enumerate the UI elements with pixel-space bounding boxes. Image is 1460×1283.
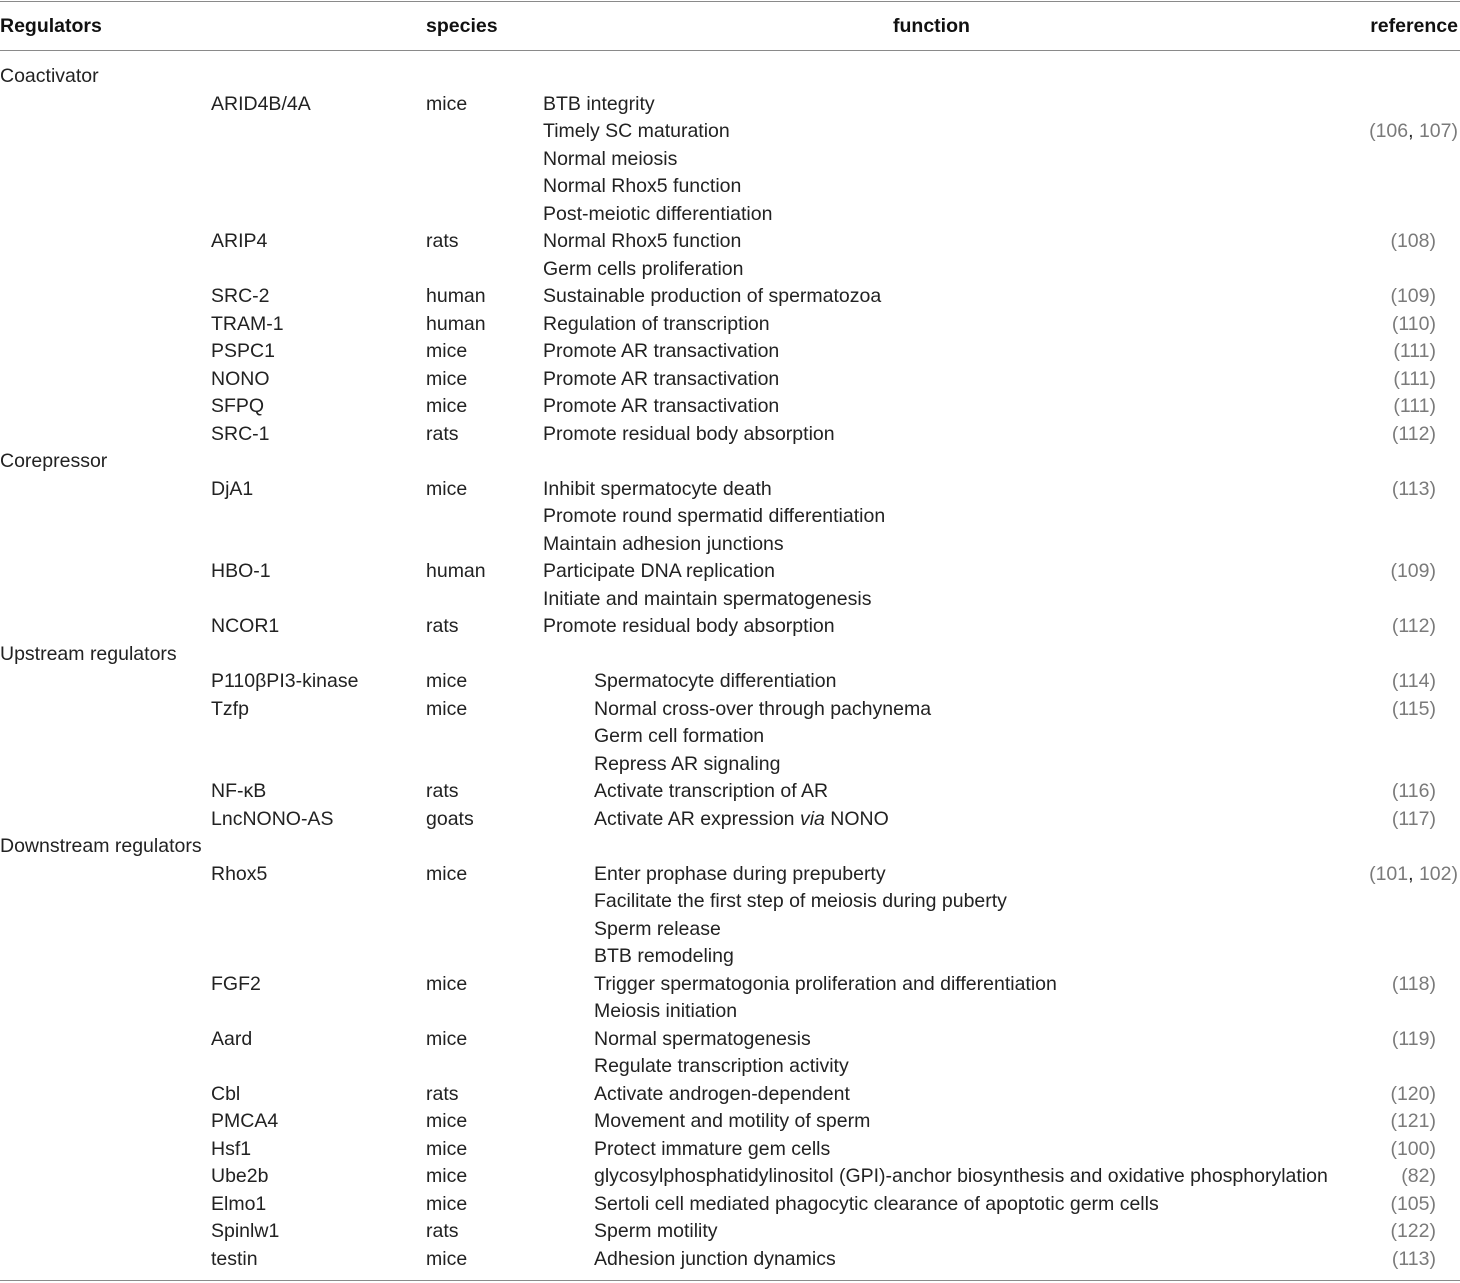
reference-number: 109 bbox=[1396, 560, 1430, 582]
function-item: Inhibit spermatocyte death bbox=[543, 477, 772, 500]
function-item: Promote AR transactivation bbox=[543, 340, 780, 362]
group-label: Coactivator bbox=[0, 65, 99, 87]
regulator-name: NONO bbox=[211, 367, 270, 390]
reference-number: 112 bbox=[1398, 422, 1430, 445]
reference-number: 119 bbox=[1398, 1027, 1430, 1050]
header-species: species bbox=[426, 15, 498, 37]
function-item: Sertoli cell mediated phagocytic clearance of apoptotic germ cells bbox=[594, 1192, 1159, 1215]
reference-number: 82 bbox=[1407, 1165, 1430, 1187]
reference-value: (111) bbox=[1393, 340, 1436, 362]
regulator-name: NF-κB bbox=[211, 780, 267, 802]
regulator-name: NCOR1 bbox=[211, 615, 280, 637]
reference-value: (119) bbox=[1391, 1027, 1436, 1050]
function-item: glycosylphosphatidylinositol (GPI)-anchor biosynthesis and oxidative phosphorylation bbox=[594, 1165, 1328, 1187]
species-value: mice bbox=[426, 1027, 468, 1050]
reference-number: 110 bbox=[1398, 312, 1430, 335]
regulator-name: Tzfp bbox=[211, 697, 249, 720]
reference-number: 117 bbox=[1398, 807, 1430, 830]
reference-value: (108) bbox=[1390, 230, 1436, 252]
group-label: Downstream regulators bbox=[0, 835, 202, 857]
reference-value: (112) bbox=[1391, 615, 1436, 637]
function-item: Activate transcription of AR bbox=[594, 780, 829, 802]
species-value: mice bbox=[426, 697, 468, 720]
species-value: goats bbox=[426, 807, 474, 830]
header-regulators: Regulators bbox=[0, 15, 102, 37]
species-value: mice bbox=[426, 395, 468, 417]
reference-number: 115 bbox=[1398, 697, 1430, 720]
reference-number: 109 bbox=[1396, 285, 1430, 307]
reference-number: 111 bbox=[1399, 395, 1430, 417]
function-item: Participate DNA replication bbox=[543, 560, 775, 582]
reference-value: (116) bbox=[1391, 780, 1436, 802]
reference-value: (113) bbox=[1391, 477, 1436, 500]
function-item: Activate AR expression via NONO bbox=[594, 807, 889, 830]
regulator-name: FGF2 bbox=[211, 972, 261, 995]
regulator-name: Spinlw1 bbox=[211, 1220, 280, 1242]
reference-number: 122 bbox=[1396, 1220, 1430, 1242]
reference-number: 100 bbox=[1396, 1137, 1430, 1160]
regulator-name: Elmo1 bbox=[211, 1192, 267, 1215]
reference-value: (109) bbox=[1390, 560, 1436, 582]
regulator-name: HBO-1 bbox=[211, 560, 271, 582]
species-value: mice bbox=[426, 670, 468, 692]
reference-number: 108 bbox=[1396, 230, 1430, 252]
reference-number: 101 bbox=[1375, 862, 1409, 885]
species-value: rats bbox=[426, 1220, 459, 1242]
function-item: Sperm motility bbox=[594, 1220, 718, 1242]
reference-value: (106, 107) bbox=[1369, 120, 1458, 142]
species-value: mice bbox=[426, 862, 468, 885]
function-item: Regulate transcription activity bbox=[594, 1055, 849, 1077]
regulator-name: SRC-2 bbox=[211, 285, 270, 307]
reference-value: (120) bbox=[1390, 1082, 1436, 1105]
reference-number: 116 bbox=[1398, 780, 1430, 802]
reference-value: (112) bbox=[1391, 422, 1436, 445]
reference-number: 121 bbox=[1396, 1110, 1430, 1132]
group-label: Corepressor bbox=[0, 450, 108, 472]
regulator-name: P110βPI3-kinase bbox=[211, 670, 359, 692]
function-item: Germ cell formation bbox=[594, 725, 765, 747]
regulator-name: LncNONO-AS bbox=[211, 807, 334, 830]
reference-number: 113 bbox=[1398, 1247, 1430, 1270]
reference-value: (122) bbox=[1390, 1220, 1436, 1242]
function-item: Promote residual body absorption bbox=[543, 422, 835, 445]
reference-number: 113 bbox=[1398, 477, 1430, 500]
regulator-name: TRAM-1 bbox=[211, 312, 284, 335]
reference-value: (117) bbox=[1391, 807, 1436, 830]
function-item: Enter prophase during prepuberty bbox=[594, 862, 886, 885]
reference-value: (113) bbox=[1391, 1247, 1436, 1270]
function-item: Regulation of transcription bbox=[543, 312, 770, 335]
function-item: Repress AR signaling bbox=[594, 752, 781, 775]
regulator-name: Cbl bbox=[211, 1082, 241, 1105]
reference-number: 111 bbox=[1399, 340, 1430, 362]
species-value: mice bbox=[426, 1247, 468, 1270]
species-value: rats bbox=[426, 1082, 459, 1105]
reference-value: (111) bbox=[1393, 367, 1436, 390]
species-value: mice bbox=[426, 972, 468, 995]
species-value: mice bbox=[426, 477, 468, 500]
function-item: Sperm release bbox=[594, 917, 721, 940]
function-item: Activate androgen-dependent bbox=[594, 1082, 850, 1105]
species-value: mice bbox=[426, 367, 468, 390]
reference-number: 114 bbox=[1398, 670, 1430, 692]
reference-value: (101, 102) bbox=[1369, 862, 1458, 885]
regulator-name: DjA1 bbox=[211, 477, 254, 500]
function-item: Facilitate the first step of meiosis during puberty bbox=[594, 890, 1007, 912]
reference-number: 107 bbox=[1418, 120, 1452, 142]
header-reference: reference bbox=[1370, 15, 1458, 37]
species-value: mice bbox=[426, 1110, 468, 1132]
reference-value: (115) bbox=[1391, 697, 1436, 720]
reference-number: 102 bbox=[1418, 862, 1452, 885]
regulator-name: PMCA4 bbox=[211, 1110, 279, 1132]
regulator-name: Ube2b bbox=[211, 1165, 269, 1187]
reference-value: (100) bbox=[1390, 1137, 1436, 1160]
function-item: BTB remodeling bbox=[594, 945, 734, 967]
species-value: human bbox=[426, 312, 486, 335]
function-item: Trigger spermatogonia proliferation and differentiation bbox=[594, 972, 1057, 995]
regulator-name: ARID4B/4A bbox=[211, 92, 311, 115]
reference-value: (111) bbox=[1393, 395, 1436, 417]
species-value: rats bbox=[426, 422, 459, 445]
reference-value: (109) bbox=[1390, 285, 1436, 307]
function-item: Protect immature gem cells bbox=[594, 1137, 831, 1160]
species-value: mice bbox=[426, 1137, 468, 1160]
regulator-name: Rhox5 bbox=[211, 862, 268, 885]
reference-value: (118) bbox=[1391, 972, 1436, 995]
reference-value: (114) bbox=[1391, 670, 1436, 692]
function-item: Promote round spermatid differentiation bbox=[543, 505, 886, 527]
regulator-name: PSPC1 bbox=[211, 340, 275, 362]
species-value: mice bbox=[426, 92, 468, 115]
function-item: Timely SC maturation bbox=[543, 120, 730, 142]
function-item: BTB integrity bbox=[543, 92, 655, 115]
bottom-rule bbox=[0, 1280, 1460, 1281]
species-value: mice bbox=[426, 1192, 468, 1215]
reference-value: (110) bbox=[1391, 312, 1436, 335]
function-item: Promote AR transactivation bbox=[543, 395, 780, 417]
function-item: Normal cross-over through pachynema bbox=[594, 697, 932, 720]
function-item: Meiosis initiation bbox=[594, 1000, 738, 1022]
reference-number: 106 bbox=[1375, 120, 1409, 142]
species-value: rats bbox=[426, 615, 459, 637]
reference-value: (121) bbox=[1390, 1110, 1436, 1132]
species-value: rats bbox=[426, 230, 459, 252]
function-item: Sustainable production of spermatozoa bbox=[543, 285, 882, 307]
function-item: Normal meiosis bbox=[543, 147, 678, 170]
reference-value: (105) bbox=[1390, 1192, 1436, 1215]
reference-number: 112 bbox=[1398, 615, 1430, 637]
function-item: Spermatocyte differentiation bbox=[594, 670, 837, 692]
function-item: Promote AR transactivation bbox=[543, 367, 780, 390]
header-function: function bbox=[893, 15, 970, 37]
function-item: Normal Rhox5 function bbox=[543, 230, 742, 252]
function-item: Adhesion junction dynamics bbox=[594, 1247, 836, 1270]
species-value: human bbox=[426, 560, 486, 582]
group-label: Upstream regulators bbox=[0, 642, 177, 665]
species-value: mice bbox=[426, 340, 468, 362]
function-item: Germ cells proliferation bbox=[543, 257, 744, 280]
reference-number: 120 bbox=[1396, 1082, 1430, 1105]
function-item: Normal spermatogenesis bbox=[594, 1027, 811, 1050]
reference-number: 111 bbox=[1399, 367, 1430, 390]
regulator-name: Hsf1 bbox=[211, 1137, 252, 1160]
function-item: Maintain adhesion junctions bbox=[543, 532, 784, 555]
function-item: Post-meiotic differentiation bbox=[543, 202, 773, 225]
function-item: Normal Rhox5 function bbox=[543, 175, 742, 197]
regulator-name: SRC-1 bbox=[211, 422, 270, 445]
reference-number: 105 bbox=[1396, 1192, 1430, 1215]
reference-value: (82) bbox=[1401, 1165, 1436, 1187]
regulator-name: ARIP4 bbox=[211, 230, 268, 252]
function-item: Movement and motility of sperm bbox=[594, 1110, 871, 1132]
function-item: Promote residual body absorption bbox=[543, 615, 835, 637]
species-value: mice bbox=[426, 1165, 468, 1187]
regulator-name: SFPQ bbox=[211, 395, 265, 417]
reference-number: 118 bbox=[1398, 972, 1430, 995]
species-value: human bbox=[426, 285, 486, 307]
species-value: rats bbox=[426, 780, 459, 802]
regulator-name: testin bbox=[211, 1247, 258, 1270]
regulator-name: Aard bbox=[211, 1027, 253, 1050]
function-item: Initiate and maintain spermatogenesis bbox=[543, 587, 872, 610]
